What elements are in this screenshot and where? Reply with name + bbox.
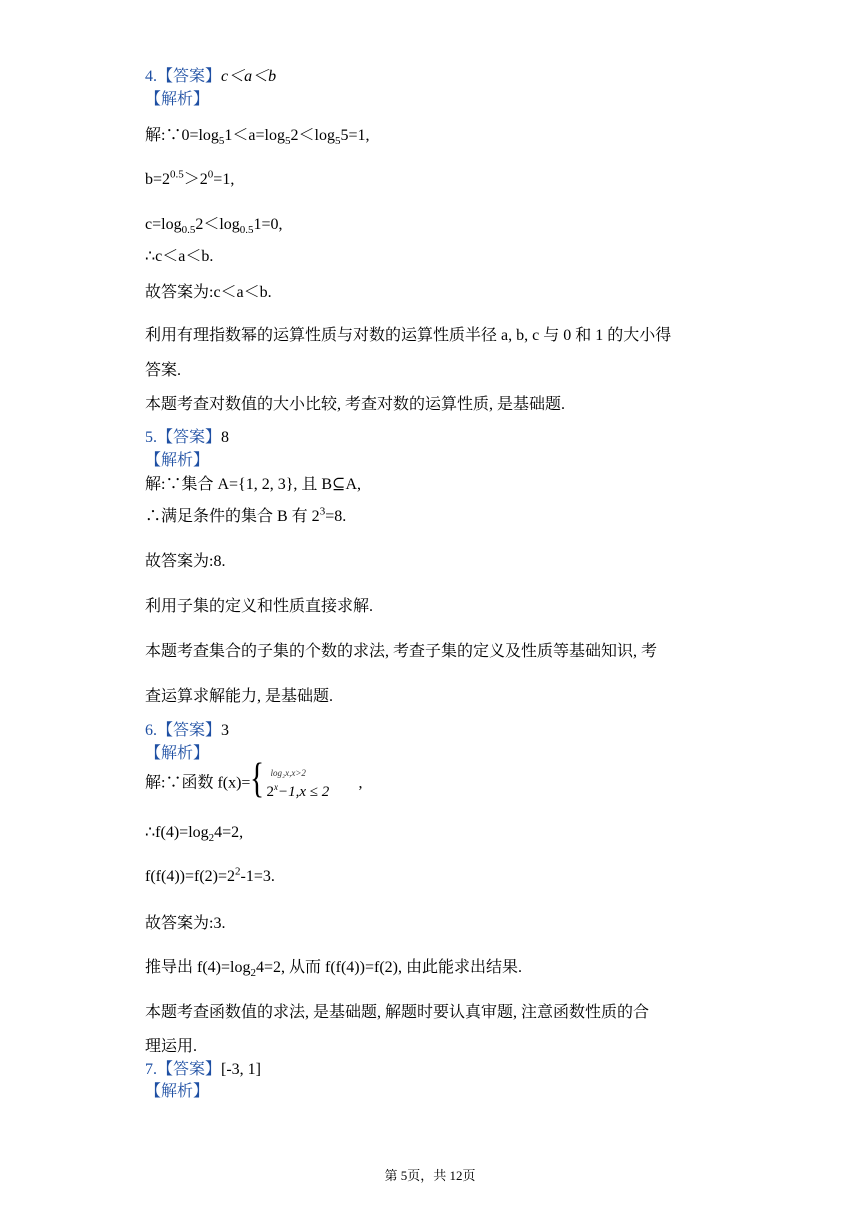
q7-answer: [-3, 1] <box>221 1061 261 1078</box>
q7-number: 7. <box>145 1061 157 1078</box>
q7-answer-tag: 【答案】 <box>157 1061 222 1078</box>
q6-line-1: 解:∵函数 f(x)= { log₂x,x>2 $2^x-1,x \le 2$ , <box>145 756 363 802</box>
q6-answer: 3 <box>221 722 230 739</box>
q5-analysis-tag: 【解析】 <box>145 452 210 469</box>
q5-line-4: 利用子集的定义和性质直接求解. <box>145 598 374 615</box>
q4-line-5: 故答案为:c＜a＜b. <box>145 284 272 301</box>
q6-analysis-tag: 【解析】 <box>145 745 210 762</box>
q4-number: 4. <box>145 68 157 85</box>
piecewise-case-2: $2^x-1,x \le 2$ <box>266 782 330 800</box>
q4-line-8: 本题考查对数值的大小比较, 考查对数的运算性质, 是基础题. <box>145 396 566 413</box>
q4-answer-tag: 【答案】 <box>157 68 222 85</box>
q4-line-7: 答案. <box>145 362 182 379</box>
q6-line-7: 理运用. <box>145 1038 198 1055</box>
q4-line-2: $b=2^{0.5}>2^0=1$, <box>145 168 235 188</box>
q6-answer-tag: 【答案】 <box>157 722 222 739</box>
page-footer: 第 5页，共 12页 <box>384 1168 476 1183</box>
q5-line-5: 本题考查集合的子集的个数的求法, 考查子集的定义及性质等基础知识, 考 <box>145 643 658 660</box>
q4-line-3: $c=\log_{0.5}2<\log_{0.5}1=0$, <box>145 216 283 237</box>
q5-number: 5. <box>145 429 157 446</box>
q4-line-1: 解$:\because 0=\log_51<a=\log_52<\log_55=1$, <box>145 127 370 148</box>
q5-answer: 8 <box>221 429 230 446</box>
q7-analysis-tag: 【解析】 <box>145 1083 210 1100</box>
q4-analysis-tag: 【解析】 <box>145 91 210 108</box>
q6-line-2: $\therefore f(4)=\log_24=2$, <box>145 824 244 845</box>
q6-number: 6. <box>145 722 157 739</box>
q7-header <box>145 1060 261 1079</box>
piecewise-case-1: log₂x,x>2 <box>270 768 306 778</box>
q4-line-6: 利用有理指数幂的运算性质与对数的运算性质半径 a, b, c 与 0 和 1 的大小得 <box>145 327 672 344</box>
q6-line-3: $f(f(4))=f(2)=2^2-1=3$. <box>145 865 275 885</box>
q4-answer: c＜a＜b <box>221 68 277 85</box>
q5-header <box>145 428 229 447</box>
q4-header <box>145 67 276 86</box>
q6-line-5: 推导出 $f(4)=\log_24=2$, 从而 f(f(4))=f(2), 由此能求出结果. <box>145 959 522 980</box>
q5-line-1: 解:∵集合 A={1, 2, 3}, 且 B⊆A, <box>145 476 362 493</box>
q5-line-3: 故答案为:8. <box>145 553 226 570</box>
q5-answer-tag: 【答案】 <box>157 429 222 446</box>
q6-line-4: 故答案为:3. <box>145 915 226 932</box>
q4-line-4: ∴c＜a＜b. <box>145 248 214 265</box>
q5-line-2: ∴满足条件的集合 B 有 $2^3=8$. <box>145 505 347 525</box>
piecewise-function: { log₂x,x>2 $2^x-1,x \le 2$ <box>250 756 330 802</box>
q6-header <box>145 721 229 740</box>
q5-line-6: 查运算求解能力, 是基础题. <box>145 688 334 705</box>
q6-line-6: 本题考查函数值的求法, 是基础题, 解题时要认真审题, 注意函数性质的合 <box>145 1004 650 1021</box>
